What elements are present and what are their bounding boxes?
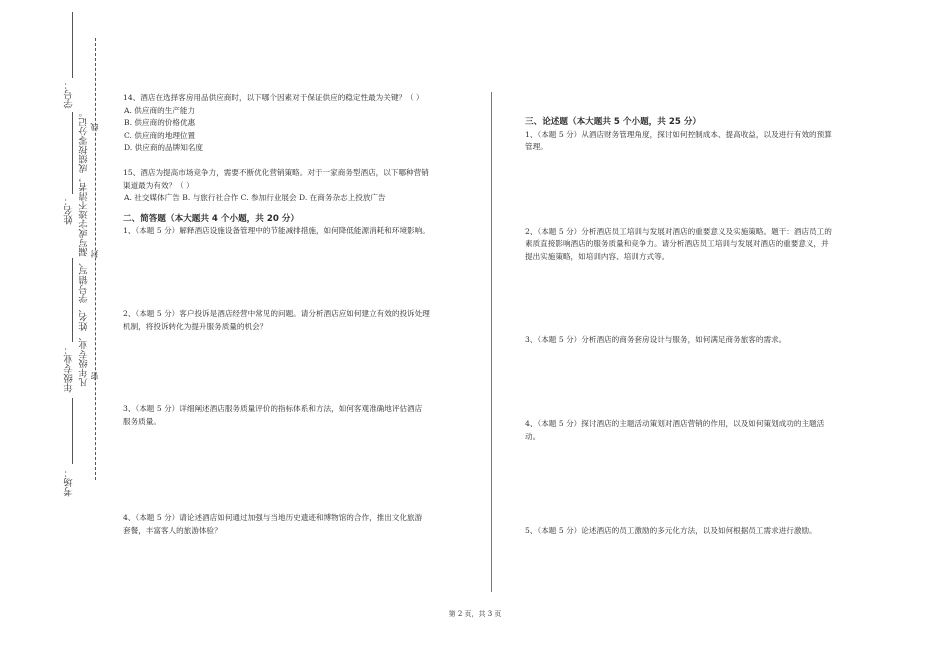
question-14-option-a: A. 供应商的生产能力	[124, 105, 196, 115]
section-3-title: 三、论述题（本大题共 5 个小题，共 25 分）	[525, 117, 702, 127]
binding-mark-xian: 线	[90, 123, 99, 131]
question-14: 14、酒店在选择客房用品供应商时，以下哪个因素对于保证供应的稳定性最为关键？（ ）	[123, 93, 424, 102]
short-answer-4-line-1: 4、（本题 5 分）请论述酒店如何通过加强与当地历史遗迹和博物馆的合作，推出文化旅游	[123, 513, 423, 523]
question-14-option-b: B. 供应商的价格优惠	[124, 118, 196, 128]
short-answer-3-line-2: 服务质量。	[123, 416, 161, 426]
question-14-option-d: D. 供应商的品牌知名度	[124, 143, 203, 153]
grade-major-label: 年级专业：	[64, 345, 75, 393]
essay-4-line-1: 4、（本题 5 分）探讨酒店的主题活动策划对酒店营销的作用，以及如何策划成功的主题活	[525, 419, 825, 429]
essay-2-line-2: 素质直接影响酒店的服务质量和竞争力。请分析酒店员工培训与发展对酒店的重要意义，并	[525, 239, 829, 249]
exam-room-line	[72, 398, 73, 464]
binding-mark-mi: 密	[90, 372, 99, 380]
page-number: 第 2 页，共 3 页	[448, 610, 502, 618]
grade-major-line	[72, 258, 73, 342]
essay-3: 3、（本题 5 分）分析酒店的商务套房设计与服务，如何满足商务旅客的需求。	[525, 334, 787, 344]
short-answer-1: 1、（本题 5 分）解释酒店设施设备管理中的节能减排措施，如何降低能源消耗和环境影响。	[123, 226, 430, 236]
essay-1-line-2: 管理。	[525, 142, 548, 152]
right-column	[525, 116, 865, 538]
short-answer-2-line-2: 机制，将投诉转化为提升服务质量的机会？	[123, 321, 268, 331]
binding-mark-feng: 封	[90, 250, 99, 258]
name-line	[72, 112, 73, 194]
student-id-line	[72, 12, 73, 78]
left-column	[123, 92, 463, 538]
question-15-line-1: 15、酒店为提高市场竞争力，需要不断优化营销策略。对于一家商务型酒店，以下哪种营销	[123, 167, 429, 177]
question-15-line-2: 渠道最为有效？（ ）	[123, 180, 194, 190]
short-answer-3-line-1: 3、（本题 5 分）详细阐述酒店服务质量评价的指标体系和方法，如何客观准确地评估酒店	[123, 404, 423, 414]
exam-room-label: 考场：	[64, 468, 75, 497]
column-divider	[491, 92, 492, 592]
student-id-label: 学号：	[64, 80, 75, 109]
essay-1-line-1: 1、（本题 5 分）从酒店财务管理角度，探讨如何控制成本、提高收益，以及进行有效的预算	[525, 129, 832, 139]
short-answer-2-line-1: 2、（本题 5 分）客户投诉是酒店经营中常见的问题。请分析酒店应如何建立有效的投诉处理	[123, 308, 430, 318]
essay-2-line-3: 提出实施策略，如培训内容、培训方式等。	[525, 251, 670, 261]
essay-5: 5、（本题 5 分）论述酒店的员工激励的多元化方法，以及如何根据员工需求进行激励。	[525, 526, 817, 536]
short-answer-4-line-2: 套餐，丰富客人的旅游体验？	[123, 525, 222, 535]
essay-4-line-2: 动。	[525, 431, 541, 441]
question-14-option-c: C. 供应商的地理位置	[124, 130, 196, 140]
binding-warning: 凡年级专业、姓名、学号错写、漏写或字迹不清者，成绩按零分记。	[79, 108, 90, 387]
binding-dashed-line	[95, 38, 96, 480]
essay-2-line-1: 2、（本题 5 分）分析酒店员工培训与发展对酒店的重要意义及实施策略。题干：酒店员工的	[525, 226, 832, 236]
question-15-options: A. 社交媒体广告 B. 与旅行社合作 C. 参加行业展会 D. 在商务杂志上投放广告	[124, 193, 386, 203]
section-2-title: 二、简答题（本大题共 4 个小题，共 20 分）	[123, 213, 300, 224]
name-label: 姓名：	[64, 196, 75, 225]
